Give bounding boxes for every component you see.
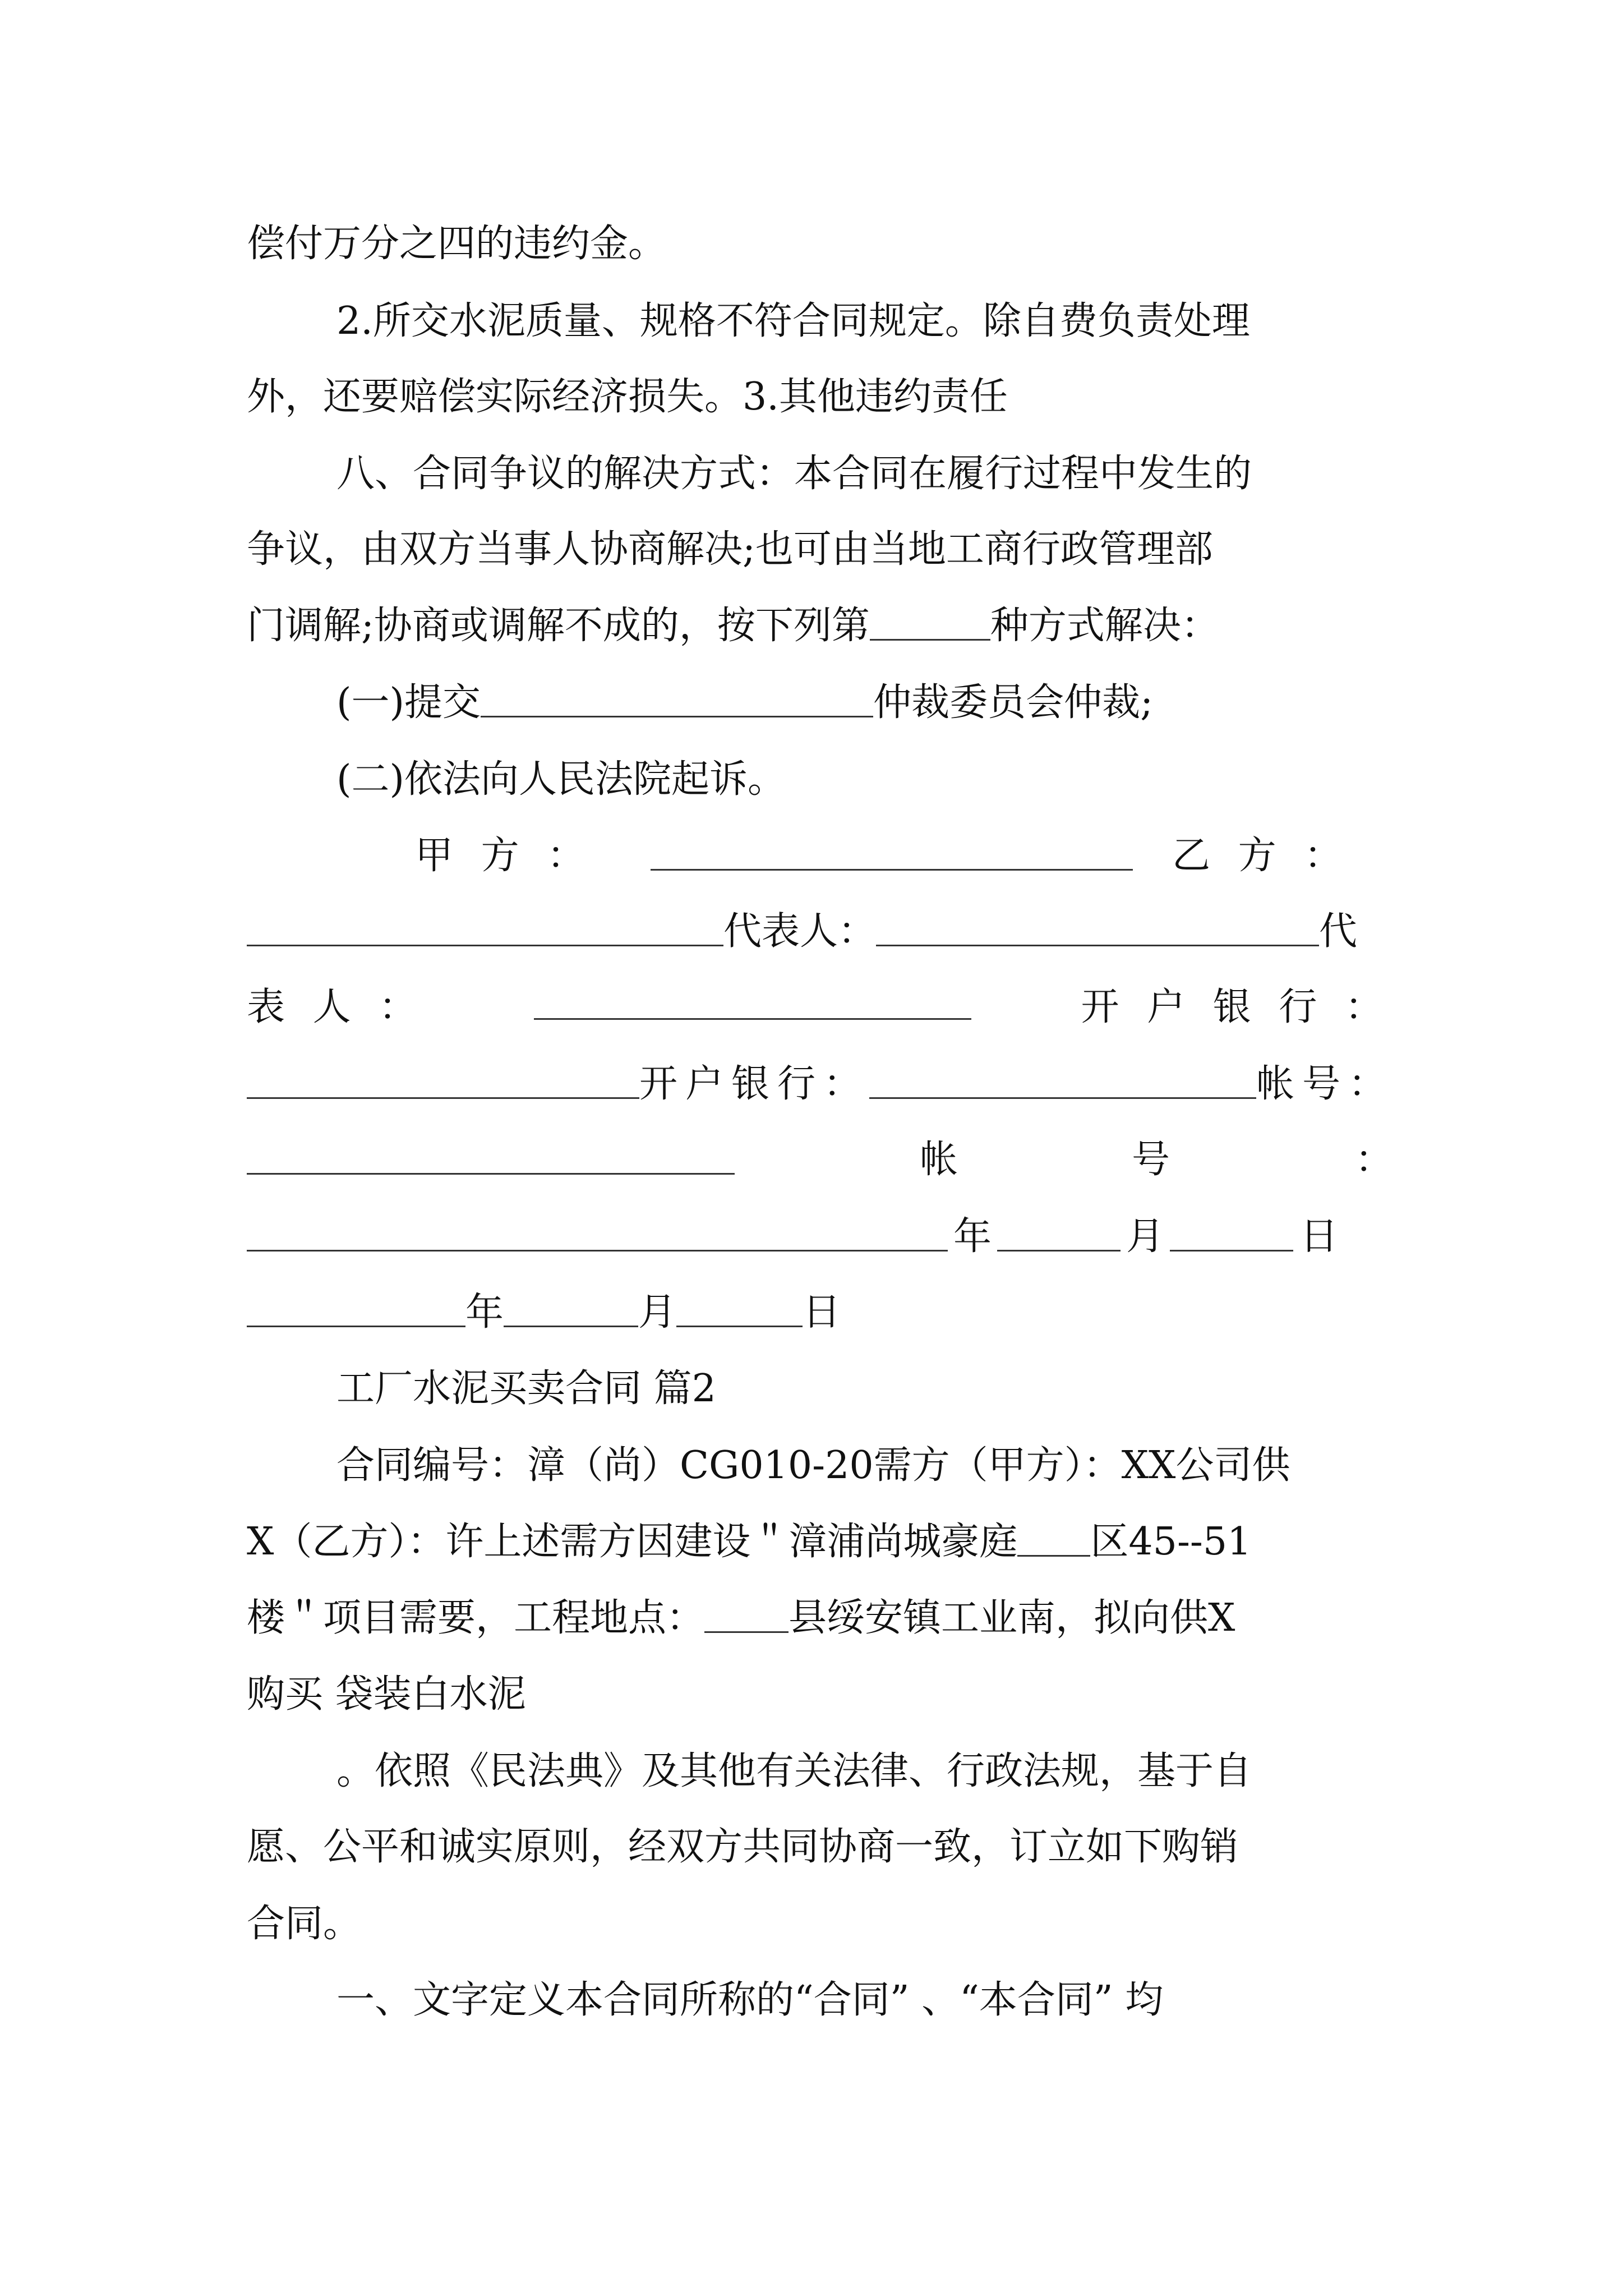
text-line-4: 八、合同争议的解决方式：本合同在履行过程中发生的 [336, 452, 1252, 496]
blank-field [651, 833, 1133, 871]
text-line-6: 门调解;协商或调解不成的，按下列第 种方式解决： [247, 604, 1219, 648]
representative-line: 代表人： 代 [247, 904, 1391, 960]
bank-line-1: 表 人 ： 开 户 银 行 ： [247, 979, 1391, 1036]
text-line-23: 合同。 [247, 1902, 362, 1946]
text-line-8: (二)依法向人民法院起诉。 [336, 757, 786, 802]
blank-field [1017, 1519, 1090, 1557]
blank-field [1170, 1214, 1293, 1251]
party-a-line: 甲 方 ： 乙 方 ： [415, 834, 1350, 878]
text-line-7: (一)提交 仲裁委员会仲裁; [336, 680, 1153, 725]
blank-field [247, 1214, 948, 1251]
account-line: 帐 号 ： [247, 1132, 1391, 1188]
blank-field [997, 1214, 1121, 1251]
text-line-20: 购买 袋装白水泥 [247, 1672, 526, 1717]
text-line-24: 一、文字定义本合同所称的“合同” 、“本合同” 均 [336, 1978, 1164, 2022]
text-line-18: X（乙方）：许上述需方因建设＂漳浦尚城豪庭 区45--51 [247, 1520, 1252, 1564]
blank-field [247, 909, 723, 946]
blank-field [876, 909, 1319, 946]
text-line-5: 争议，由双方当事人协商解决;也可由当地工商行政管理部 [247, 527, 1213, 572]
text-line-22: 愿、公平和诚实原则，经双方共同协商一致，订立如下购销 [247, 1825, 1239, 1869]
blank-field [504, 1290, 638, 1327]
blank-field [704, 1595, 789, 1633]
text-line-2: 2.所交水泥质量、规格不符合同规定。除自费负责处理 [336, 299, 1250, 343]
bank-line-2: 开户银行： 帐号： [247, 1056, 1391, 1112]
text-line-3: 外，还要赔偿实际经济损失。3.其他违约责任 [247, 375, 1008, 419]
blank-field [247, 1290, 465, 1327]
blank-field [870, 603, 990, 641]
blank-field [676, 1290, 803, 1327]
blank-field [247, 1061, 639, 1099]
text-line-21: 。依照《民法典》及其他有关法律、行政法规，基于自 [336, 1749, 1252, 1793]
text-line-19: 楼＂项目需要，工程地点： 县绥安镇工业南，拟向供X [247, 1596, 1235, 1640]
text-line-17: 合同编号：漳（尚）CG010-20需方（甲方）：XX公司供 [336, 1443, 1290, 1488]
blank-field [869, 1061, 1256, 1099]
blank-field [481, 680, 873, 717]
blank-field [247, 1137, 735, 1175]
date-line-1: 年 月 日 [247, 1209, 1391, 1265]
blank-field [534, 982, 971, 1020]
text-line-1: 偿付万分之四的违约金。 [247, 222, 667, 266]
section-heading: 工厂水泥买卖合同 篇2 [336, 1366, 716, 1411]
date-line-2: 年 月 日 [247, 1285, 1391, 1341]
